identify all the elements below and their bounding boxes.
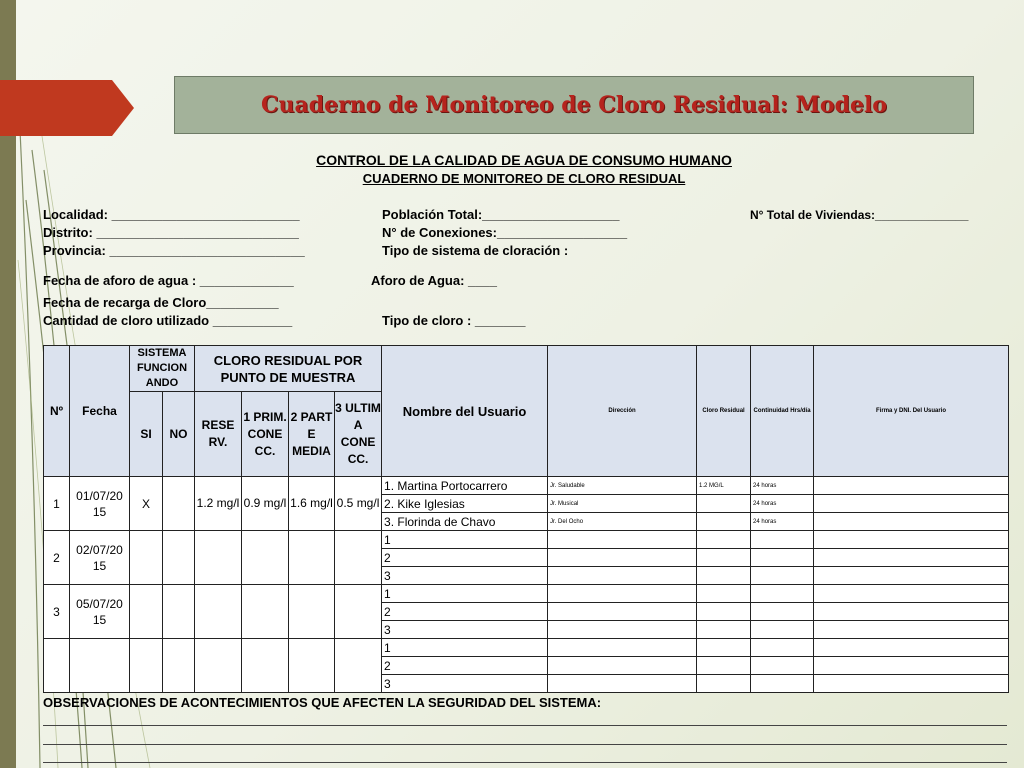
- user-name: 2: [382, 603, 548, 621]
- tipo-sistema-field: Tipo de sistema de cloración :: [382, 243, 569, 258]
- user-signature: [814, 621, 1009, 639]
- aforo-agua-field: Aforo de Agua: ____: [371, 273, 497, 288]
- user-address: [548, 603, 697, 621]
- user-continuity: [751, 657, 814, 675]
- user-signature: [814, 513, 1009, 531]
- conexiones-field: N° de Conexiones:__________________: [382, 225, 628, 240]
- user-continuity: [751, 567, 814, 585]
- localidad-field: Localidad: __________________________: [43, 207, 300, 222]
- row-si-mark: X: [130, 477, 163, 531]
- user-address: [548, 567, 697, 585]
- user-signature: [814, 639, 1009, 657]
- user-continuity: 24 horas: [751, 513, 814, 531]
- col-header-firma: Firma y DNI. Del Usuario: [814, 346, 1009, 477]
- user-address: [548, 531, 697, 549]
- user-signature: [814, 477, 1009, 495]
- row-number: 2: [44, 531, 70, 585]
- user-address: Jr. Musical: [548, 495, 697, 513]
- user-continuity: [751, 639, 814, 657]
- user-continuity: [751, 549, 814, 567]
- row-no-mark: [163, 531, 195, 585]
- distrito-field: Distrito: ____________________________: [43, 225, 299, 240]
- row-number: 1: [44, 477, 70, 531]
- row-reserv-value: 1.2 mg/l: [195, 477, 242, 531]
- user-chlorine: 1.2 MG/L: [697, 477, 751, 495]
- row-parte-value: [289, 639, 335, 693]
- col-header-no-sub: NO: [163, 392, 195, 477]
- user-continuity: 24 horas: [751, 477, 814, 495]
- col-header-continuidad: Continuidad Hrs/día: [751, 346, 814, 477]
- col-header-si: SI: [130, 392, 163, 477]
- user-continuity: [751, 675, 814, 693]
- table-row: [44, 585, 1009, 603]
- row-no-mark: [163, 639, 195, 693]
- observaciones-line: [43, 762, 1007, 763]
- user-chlorine: [697, 549, 751, 567]
- user-address: [548, 657, 697, 675]
- table-row: [44, 531, 1009, 549]
- row-ultim-value: [335, 531, 382, 585]
- row-number: 3: [44, 585, 70, 639]
- title-banner: [174, 76, 974, 134]
- user-chlorine: [697, 603, 751, 621]
- row-parte-value: 1.6 mg/l: [289, 477, 335, 531]
- user-signature: [814, 531, 1009, 549]
- observaciones-line: [43, 744, 1007, 745]
- col-header-fecha: Fecha: [70, 346, 130, 477]
- row-date: 05/07/20 15: [70, 585, 130, 639]
- user-name: 1. Martina Portocarrero: [382, 477, 548, 495]
- user-signature: [814, 657, 1009, 675]
- user-signature: [814, 495, 1009, 513]
- user-chlorine: [697, 495, 751, 513]
- user-chlorine: [697, 567, 751, 585]
- user-signature: [814, 675, 1009, 693]
- col-header-prim: 1 PRIM. CONE CC.: [242, 392, 289, 477]
- user-chlorine: [697, 531, 751, 549]
- user-address: [548, 549, 697, 567]
- row-reserv-value: [195, 585, 242, 639]
- row-parte-value: [289, 585, 335, 639]
- row-date: [70, 639, 130, 693]
- col-header-reserv: RESE RV.: [195, 392, 242, 477]
- user-address: [548, 585, 697, 603]
- user-continuity: [751, 531, 814, 549]
- row-prim-value: [242, 639, 289, 693]
- user-chlorine: [697, 585, 751, 603]
- row-ultim-value: 0.5 mg/l: [335, 477, 382, 531]
- user-name: 1: [382, 585, 548, 603]
- col-header-cloro-residual: Cloro Residual: [697, 346, 751, 477]
- user-address: Jr. Saludable: [548, 477, 697, 495]
- row-prim-value: 0.9 mg/l: [242, 477, 289, 531]
- table-row: [44, 477, 1009, 495]
- user-name: 1: [382, 639, 548, 657]
- row-ultim-value: [335, 585, 382, 639]
- monitoring-table: [43, 345, 1009, 693]
- user-chlorine: [697, 621, 751, 639]
- row-si-mark: [130, 531, 163, 585]
- user-name: 2: [382, 549, 548, 567]
- user-address: [548, 621, 697, 639]
- col-header-ultim: 3 ULTIM A CONE CC.: [335, 392, 382, 477]
- row-prim-value: [242, 531, 289, 585]
- row-number: [44, 639, 70, 693]
- fecha-recarga-field: Fecha de recarga de Cloro__________: [43, 295, 279, 310]
- user-continuity: [751, 621, 814, 639]
- user-chlorine: [697, 639, 751, 657]
- user-name: 1: [382, 531, 548, 549]
- user-continuity: 24 horas: [751, 495, 814, 513]
- user-name: 3. Florinda de Chavo: [382, 513, 548, 531]
- user-chlorine: [697, 657, 751, 675]
- poblacion-field: Población Total:___________________: [382, 207, 620, 222]
- viviendas-field: N° Total de Viviendas:______________: [750, 208, 969, 222]
- col-header-sistema: SISTEMA FUNCION ANDO: [130, 346, 195, 392]
- title-accent-arrow: [0, 80, 134, 136]
- fecha-aforo-field: Fecha de aforo de agua : _____________: [43, 273, 294, 288]
- form-header-sub: CUADERNO DE MONITOREO DE CLORO RESIDUAL: [362, 171, 686, 186]
- provincia-field: Provincia: ___________________________: [43, 243, 305, 258]
- table-row: [44, 639, 1009, 657]
- user-name: 3: [382, 675, 548, 693]
- tipo-cloro-field: Tipo de cloro : _______: [382, 313, 526, 328]
- cantidad-cloro-field: Cantidad de cloro utilizado ___________: [43, 313, 293, 328]
- row-no-mark: [163, 477, 195, 531]
- row-ultim-value: [335, 639, 382, 693]
- user-address: Jr. Del Ocho: [548, 513, 697, 531]
- user-chlorine: [697, 513, 751, 531]
- col-header-no: Nº: [44, 346, 70, 477]
- user-signature: [814, 603, 1009, 621]
- slide-title: Cuaderno de Monitoreo de Cloro Residual: Modelo: [261, 92, 887, 118]
- row-date: 02/07/20 15: [70, 531, 130, 585]
- user-name: 2. Kike Iglesias: [382, 495, 548, 513]
- col-header-usuario: Nombre del Usuario: [382, 346, 548, 477]
- user-name: 2: [382, 657, 548, 675]
- user-continuity: [751, 585, 814, 603]
- row-no-mark: [163, 585, 195, 639]
- user-address: [548, 639, 697, 657]
- form-header-main: CONTROL DE LA CALIDAD DE AGUA DE CONSUMO HUMANO: [316, 152, 732, 168]
- row-parte-value: [289, 531, 335, 585]
- col-header-parte: 2 PART E MEDIA: [289, 392, 335, 477]
- row-date: 01/07/20 15: [70, 477, 130, 531]
- col-header-direccion: Dirección: [548, 346, 697, 477]
- user-name: 3: [382, 621, 548, 639]
- user-address: [548, 675, 697, 693]
- user-continuity: [751, 603, 814, 621]
- row-prim-value: [242, 585, 289, 639]
- row-si-mark: [130, 585, 163, 639]
- user-name: 3: [382, 567, 548, 585]
- observaciones-line: [43, 725, 1007, 726]
- header-row-1: [44, 346, 1009, 392]
- row-reserv-value: [195, 639, 242, 693]
- observaciones-label: OBSERVACIONES DE ACONTECIMIENTOS QUE AFECTEN LA SEGURIDAD DEL SISTEMA:: [43, 695, 602, 710]
- user-signature: [814, 567, 1009, 585]
- user-signature: [814, 549, 1009, 567]
- col-header-cloro: CLORO RESIDUAL POR PUNTO DE MUESTRA: [195, 346, 382, 392]
- row-si-mark: [130, 639, 163, 693]
- user-chlorine: [697, 675, 751, 693]
- row-reserv-value: [195, 531, 242, 585]
- user-signature: [814, 585, 1009, 603]
